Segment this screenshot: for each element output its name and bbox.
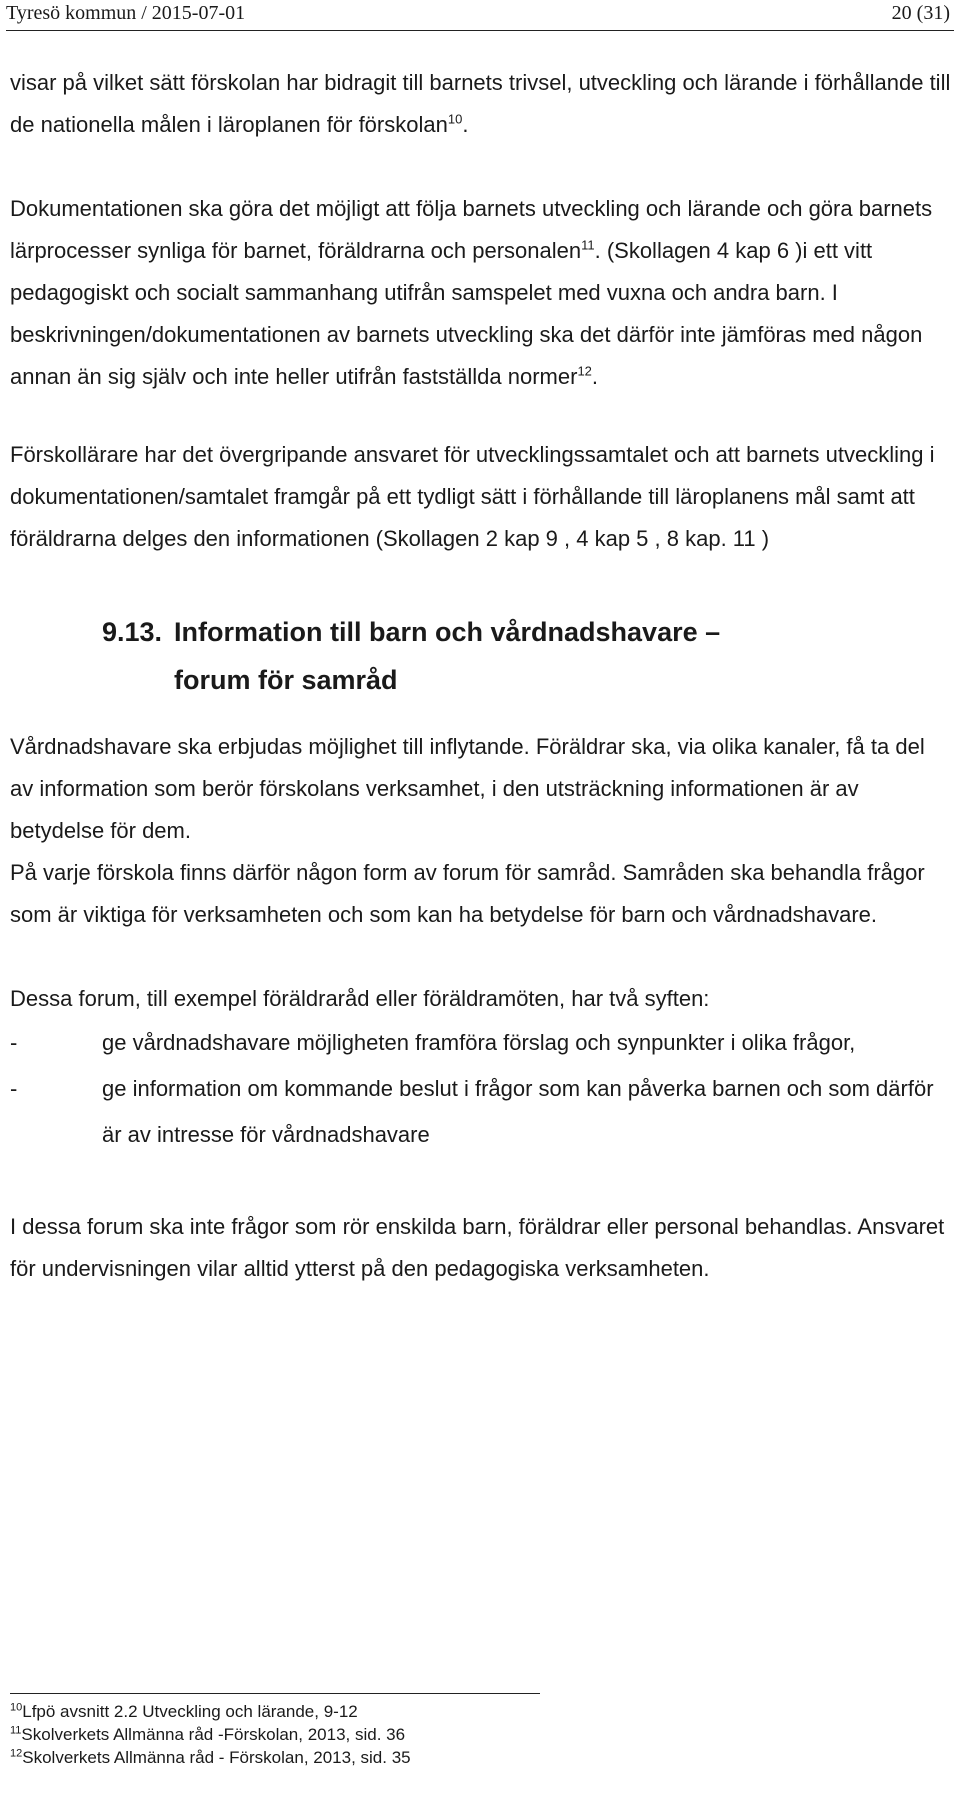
footnote-text: Skolverkets Allmänna råd -Förskolan, 2013, sid. 36 bbox=[21, 1725, 406, 1744]
footnote-number: 11 bbox=[10, 1724, 22, 1737]
paragraph-2-end: . bbox=[591, 364, 599, 389]
footnote-ref-10[interactable]: 10 bbox=[447, 111, 463, 127]
paragraph-2-text-b: . (Skollagen 4 kap 6 )i ett vitt pedagogiskt och socialt sammanhang utifrån samspelet med vuxna och andra barn. I beskrivningen/dokumentationen av barnets utveckling ska det därför inte jämföras med någon annan än sig själv och inte heller utifrån fastställda normer bbox=[10, 238, 923, 389]
footnote-text: Lfpö avsnitt 2.2 Utveckling och lärande, 9-12 bbox=[22, 1702, 358, 1721]
paragraph-1-text: visar på vilket sätt förskolan har bidragit till barnets trivsel, utveckling och lärande i förhållande till de nationella målen i läroplanen för förskolan bbox=[10, 70, 951, 137]
footnote bbox=[10, 1700, 950, 1723]
document-body bbox=[10, 62, 952, 1290]
footnote bbox=[10, 1723, 950, 1746]
footnotes bbox=[10, 1693, 950, 1769]
paragraph-3: Förskollärare har det övergripande ansvaret för utvecklingssamtalet och att barnets utveckling i dokumentationen/samtalet framgår på ett tydligt sätt i förhållande till läroplanens mål samt att föräldrarna delges den informationen (Skollagen 2 kap 9 , 4 kap 5 , 8 kap. 11 ) bbox=[10, 442, 935, 551]
footnote-text: Skolverkets Allmänna råd - Förskolan, 2013, sid. 35 bbox=[22, 1748, 411, 1767]
footnote-ref-12[interactable]: 12 bbox=[577, 363, 592, 379]
list-item-text: ge information om kommande beslut i frågor som kan påverka barnen och som därför är av intresse för vårdnadshavare bbox=[102, 1076, 934, 1147]
list-item-text: ge vårdnadshavare möjligheten framföra förslag och synpunkter i olika frågor, bbox=[102, 1030, 856, 1055]
page-header bbox=[6, 0, 954, 31]
footnote-ref-11[interactable]: 11 bbox=[581, 237, 595, 253]
section-title-line1: Information till barn och vårdnadshavare – bbox=[174, 617, 721, 647]
header-org-date: Tyresö kommun / 2015-07-01 bbox=[6, 2, 246, 24]
footnote bbox=[10, 1746, 950, 1769]
paragraph-1-end: . bbox=[462, 112, 469, 137]
section-number: 9.13. bbox=[102, 617, 163, 647]
list-dash: - bbox=[10, 1030, 18, 1055]
paragraph-2 bbox=[10, 188, 952, 398]
paragraph-6: Dessa forum, till exempel föräldraråd eller föräldramöten, har två syften: bbox=[10, 986, 710, 1011]
list-item bbox=[10, 1020, 952, 1066]
paragraph-1 bbox=[10, 62, 952, 146]
footnote-number: 12 bbox=[10, 1747, 23, 1760]
paragraph-4: Vårdnadshavare ska erbjudas möjlighet till inflytande. Föräldrar ska, via olika kanaler, få ta del av information som berör förskolans verksamhet, i den utsträckning informationen är av betydelse för dem. bbox=[10, 734, 925, 843]
page-number: 20 (31) bbox=[891, 2, 950, 24]
list-dash: - bbox=[10, 1076, 18, 1101]
paragraph-5: På varje förskola finns därför någon form av forum för samråd. Samråden ska behandla frågor som är viktiga för verksamheten och som kan ha betydelse för barn och vårdnadshavare. bbox=[10, 860, 925, 927]
section-heading bbox=[10, 608, 952, 704]
purpose-list bbox=[10, 1020, 952, 1158]
paragraph-7: I dessa forum ska inte frågor som rör enskilda barn, föräldrar eller personal behandlas. Ansvaret för undervisningen vilar alltid ytterst på den pedagogiska verksamheten. bbox=[10, 1214, 945, 1281]
section-title-line2: forum för samråd bbox=[174, 665, 398, 695]
list-item bbox=[10, 1066, 952, 1158]
footnote-number: 10 bbox=[10, 1701, 23, 1714]
paragraph-2-text-a: Dokumentationen ska göra det möjligt att följa barnets utveckling och lärande och göra barnets lärprocesser synliga för barnet, föräldrarna och personalen bbox=[10, 196, 933, 263]
footnote-separator bbox=[10, 1693, 540, 1694]
